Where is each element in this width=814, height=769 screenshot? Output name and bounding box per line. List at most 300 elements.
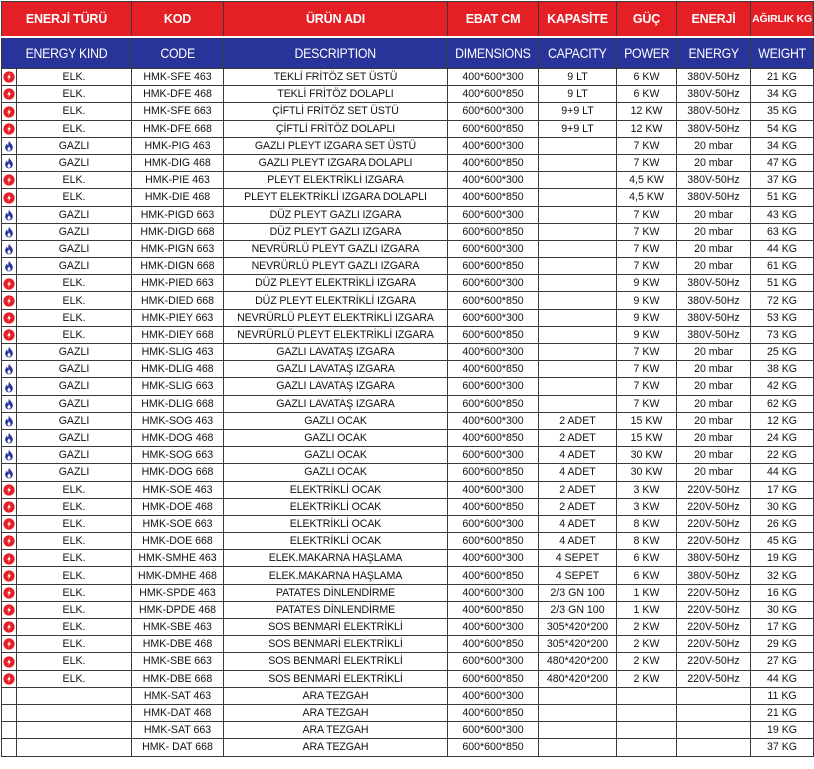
energy-icon-cell [2, 687, 17, 704]
dimensions-cell: 600*600*300 [448, 309, 539, 326]
table-row [2, 206, 814, 223]
description-cell: ARA TEZGAH [224, 722, 448, 739]
table-row [2, 86, 814, 103]
code-cell: HMK-PIEY 663 [132, 309, 224, 326]
energy-icon-cell [2, 361, 17, 378]
table-row [2, 154, 814, 171]
energy-supply-cell: 20 mbar [677, 206, 751, 223]
energy-supply-cell: 380V-50Hz [677, 326, 751, 343]
dimensions-cell: 600*600*850 [448, 326, 539, 343]
table-body [2, 69, 814, 757]
energy-icon-cell [2, 567, 17, 584]
dimensions-cell: 600*600*850 [448, 670, 539, 687]
weight-cell: 11 KG [751, 687, 814, 704]
energy-supply-cell [677, 739, 751, 756]
power-cell: 7 KW [617, 258, 677, 275]
header-energy-tr: ENERJİ [677, 2, 751, 38]
header-energy-kind-tr: ENERJİ TÜRÜ [2, 2, 132, 38]
power-cell: 12 KW [617, 120, 677, 137]
power-cell [617, 704, 677, 721]
power-cell: 2 KW [617, 670, 677, 687]
weight-cell: 54 KG [751, 120, 814, 137]
energy-supply-cell: 380V-50Hz [677, 86, 751, 103]
code-cell: HMK-DBE 668 [132, 670, 224, 687]
energy-icon-cell [2, 429, 17, 446]
dimensions-cell: 400*600*850 [448, 154, 539, 171]
table-row [2, 412, 814, 429]
power-cell [617, 722, 677, 739]
power-cell: 3 KW [617, 498, 677, 515]
energy-icon-cell [2, 309, 17, 326]
weight-cell: 30 KG [751, 498, 814, 515]
weight-cell: 42 KG [751, 378, 814, 395]
energy-kind-cell: ELK. [17, 120, 132, 137]
weight-cell: 16 KG [751, 584, 814, 601]
weight-cell: 51 KG [751, 275, 814, 292]
weight-cell: 38 KG [751, 361, 814, 378]
capacity-cell [539, 189, 617, 206]
energy-kind-cell: ELK. [17, 550, 132, 567]
dimensions-cell: 600*600*850 [448, 395, 539, 412]
table-row [2, 137, 814, 154]
gas-flame-icon [3, 226, 15, 238]
table-row [2, 653, 814, 670]
description-cell: GAZLI PLEYT IZGARA SET ÜSTÜ [224, 137, 448, 154]
capacity-cell: 305*420*200 [539, 619, 617, 636]
code-cell: HMK-SFE 663 [132, 103, 224, 120]
weight-cell: 35 KG [751, 103, 814, 120]
dimensions-cell: 400*600*850 [448, 498, 539, 515]
energy-supply-cell: 220V-50Hz [677, 636, 751, 653]
dimensions-cell: 400*600*300 [448, 137, 539, 154]
weight-cell: 19 KG [751, 550, 814, 567]
code-cell: HMK-PIED 663 [132, 275, 224, 292]
table-row [2, 567, 814, 584]
dimensions-cell: 600*600*850 [448, 120, 539, 137]
code-cell: HMK-DIEY 668 [132, 326, 224, 343]
capacity-cell: 2 ADET [539, 412, 617, 429]
table-row [2, 326, 814, 343]
code-cell: HMK-DIED 668 [132, 292, 224, 309]
description-cell: TEKLİ FRİTÖZ DOLAPLI [224, 86, 448, 103]
energy-icon-cell [2, 378, 17, 395]
power-cell [617, 687, 677, 704]
power-cell: 6 KW [617, 550, 677, 567]
electric-icon [3, 604, 15, 616]
energy-supply-cell [677, 687, 751, 704]
capacity-cell: 2/3 GN 100 [539, 584, 617, 601]
dimensions-cell: 600*600*300 [448, 378, 539, 395]
code-cell: HMK-DPDE 468 [132, 601, 224, 618]
table-row [2, 429, 814, 446]
power-cell: 7 KW [617, 361, 677, 378]
energy-icon-cell [2, 584, 17, 601]
header-code-en: CODE [132, 37, 224, 69]
capacity-cell [539, 172, 617, 189]
table-row [2, 515, 814, 532]
code-cell: HMK-SAT 463 [132, 687, 224, 704]
energy-kind-cell: GAZLI [17, 258, 132, 275]
weight-cell: 26 KG [751, 515, 814, 532]
header-weight-en: WEIGHT [751, 37, 814, 69]
gas-flame-icon [3, 381, 15, 393]
table-row [2, 378, 814, 395]
gas-flame-icon [3, 243, 15, 255]
gas-flame-icon [3, 432, 15, 444]
energy-supply-cell: 220V-50Hz [677, 670, 751, 687]
code-cell: HMK- DAT 668 [132, 739, 224, 756]
description-cell: NEVRÜRLÜ PLEYT ELEKTRİKLİ IZGARA [224, 326, 448, 343]
energy-icon-cell [2, 326, 17, 343]
energy-supply-cell [677, 722, 751, 739]
header-dimensions-tr: EBAT CM [448, 2, 539, 38]
power-cell: 30 KW [617, 447, 677, 464]
header-description-en: DESCRIPTION [224, 37, 448, 69]
table-row [2, 258, 814, 275]
energy-icon-cell [2, 120, 17, 137]
table-row [2, 120, 814, 137]
energy-supply-cell: 380V-50Hz [677, 292, 751, 309]
energy-kind-cell: ELK. [17, 172, 132, 189]
description-cell: GAZLI LAVATAŞ IZGARA [224, 361, 448, 378]
table-row [2, 309, 814, 326]
energy-supply-cell: 220V-50Hz [677, 619, 751, 636]
power-cell: 9 KW [617, 292, 677, 309]
energy-icon-cell [2, 653, 17, 670]
electric-icon [3, 484, 15, 496]
gas-flame-icon [3, 260, 15, 272]
electric-icon [3, 295, 15, 307]
capacity-cell [539, 223, 617, 240]
electric-icon [3, 278, 15, 290]
energy-supply-cell: 220V-50Hz [677, 653, 751, 670]
code-cell: HMK-SOG 663 [132, 447, 224, 464]
table-row [2, 498, 814, 515]
power-cell: 6 KW [617, 69, 677, 86]
table-row [2, 739, 814, 756]
gas-flame-icon [3, 157, 15, 169]
description-cell: PATATES DİNLENDİRME [224, 584, 448, 601]
energy-supply-cell: 20 mbar [677, 344, 751, 361]
description-cell: GAZLI LAVATAŞ IZGARA [224, 378, 448, 395]
capacity-cell: 2/3 GN 100 [539, 601, 617, 618]
dimensions-cell: 400*600*300 [448, 619, 539, 636]
gas-flame-icon [3, 449, 15, 461]
header-description-tr: ÜRÜN ADI [224, 2, 448, 38]
capacity-cell [539, 275, 617, 292]
weight-cell: 73 KG [751, 326, 814, 343]
energy-kind-cell: ELK. [17, 584, 132, 601]
table-row [2, 704, 814, 721]
code-cell: HMK-DIGN 668 [132, 258, 224, 275]
power-cell: 4,5 KW [617, 189, 677, 206]
energy-icon-cell [2, 739, 17, 756]
code-cell: HMK-SOE 663 [132, 515, 224, 532]
gas-flame-icon [3, 398, 15, 410]
code-cell: HMK-DLIG 468 [132, 361, 224, 378]
weight-cell: 34 KG [751, 137, 814, 154]
energy-kind-cell: ELK. [17, 619, 132, 636]
energy-kind-cell: ELK. [17, 69, 132, 86]
description-cell: SOS BENMARİ ELEKTRİKLİ [224, 619, 448, 636]
capacity-cell: 305*420*200 [539, 636, 617, 653]
header-weight-tr: AĞIRLIK KG [751, 2, 814, 38]
description-cell: PLEYT ELEKTRİKLİ IZGARA DOLAPLI [224, 189, 448, 206]
description-cell: ELEK.MAKARNA HAŞLAMA [224, 550, 448, 567]
header-capacity-tr: KAPASİTE [539, 2, 617, 38]
power-cell: 6 KW [617, 86, 677, 103]
capacity-cell: 9+9 LT [539, 103, 617, 120]
dimensions-cell: 400*600*300 [448, 550, 539, 567]
header-dimensions-en: DIMENSIONS [448, 37, 539, 69]
code-cell: HMK-SFE 463 [132, 69, 224, 86]
description-cell: NEVRÜRLÜ PLEYT GAZLI IZGARA [224, 258, 448, 275]
energy-supply-cell: 220V-50Hz [677, 515, 751, 532]
table-row [2, 636, 814, 653]
capacity-cell [539, 137, 617, 154]
energy-supply-cell: 380V-50Hz [677, 550, 751, 567]
energy-supply-cell: 220V-50Hz [677, 498, 751, 515]
electric-icon [3, 638, 15, 650]
energy-icon-cell [2, 550, 17, 567]
description-cell: DÜZ PLEYT GAZLI IZGARA [224, 206, 448, 223]
energy-kind-cell: GAZLI [17, 429, 132, 446]
weight-cell: 12 KG [751, 412, 814, 429]
code-cell: HMK-DIG 468 [132, 154, 224, 171]
description-cell: ELEKTRİKLİ OCAK [224, 533, 448, 550]
electric-icon [3, 673, 15, 685]
dimensions-cell: 600*600*300 [448, 206, 539, 223]
energy-kind-cell: ELK. [17, 636, 132, 653]
table-row [2, 172, 814, 189]
electric-icon [3, 535, 15, 547]
energy-kind-cell: GAZLI [17, 464, 132, 481]
dimensions-cell: 400*600*850 [448, 567, 539, 584]
dimensions-cell: 600*600*300 [448, 240, 539, 257]
capacity-cell: 9 LT [539, 69, 617, 86]
description-cell: ELEKTRİKLİ OCAK [224, 515, 448, 532]
dimensions-cell: 400*600*850 [448, 361, 539, 378]
header-code-tr: KOD [132, 2, 224, 38]
description-cell: DÜZ PLEYT ELEKTRİKLİ IZGARA [224, 292, 448, 309]
electric-icon [3, 553, 15, 565]
code-cell: HMK-SLIG 663 [132, 378, 224, 395]
power-cell: 1 KW [617, 601, 677, 618]
energy-supply-cell: 380V-50Hz [677, 189, 751, 206]
weight-cell: 21 KG [751, 704, 814, 721]
capacity-cell [539, 258, 617, 275]
electric-icon [3, 106, 15, 118]
weight-cell: 22 KG [751, 447, 814, 464]
power-cell: 3 KW [617, 481, 677, 498]
energy-icon-cell [2, 481, 17, 498]
power-cell: 7 KW [617, 223, 677, 240]
power-cell [617, 739, 677, 756]
energy-supply-cell: 220V-50Hz [677, 601, 751, 618]
electric-icon [3, 518, 15, 530]
table-row [2, 601, 814, 618]
capacity-cell [539, 309, 617, 326]
energy-icon-cell [2, 154, 17, 171]
energy-icon-cell [2, 223, 17, 240]
energy-icon-cell [2, 258, 17, 275]
weight-cell: 19 KG [751, 722, 814, 739]
dimensions-cell: 400*600*850 [448, 601, 539, 618]
weight-cell: 44 KG [751, 670, 814, 687]
weight-cell: 44 KG [751, 464, 814, 481]
energy-supply-cell: 20 mbar [677, 361, 751, 378]
energy-kind-cell: ELK. [17, 189, 132, 206]
energy-icon-cell [2, 515, 17, 532]
table-row [2, 619, 814, 636]
energy-kind-cell: ELK. [17, 292, 132, 309]
code-cell: HMK-SOE 463 [132, 481, 224, 498]
table-row [2, 275, 814, 292]
energy-supply-cell: 380V-50Hz [677, 567, 751, 584]
dimensions-cell: 400*600*300 [448, 687, 539, 704]
header-energy-en: ENERGY [677, 37, 751, 69]
description-cell: GAZLI OCAK [224, 412, 448, 429]
code-cell: HMK-SBE 663 [132, 653, 224, 670]
weight-cell: 27 KG [751, 653, 814, 670]
weight-cell: 61 KG [751, 258, 814, 275]
power-cell: 1 KW [617, 584, 677, 601]
energy-icon-cell [2, 447, 17, 464]
header-energy-kind-en: ENERGY KIND [2, 37, 132, 69]
gas-flame-icon [3, 209, 15, 221]
energy-supply-cell: 20 mbar [677, 258, 751, 275]
description-cell: GAZLI LAVATAŞ IZGARA [224, 395, 448, 412]
electric-icon [3, 192, 15, 204]
energy-icon-cell [2, 395, 17, 412]
capacity-cell [539, 361, 617, 378]
energy-supply-cell: 220V-50Hz [677, 481, 751, 498]
energy-icon-cell [2, 86, 17, 103]
capacity-cell: 4 ADET [539, 464, 617, 481]
gas-flame-icon [3, 363, 15, 375]
table-row [2, 223, 814, 240]
capacity-cell [539, 344, 617, 361]
power-cell: 7 KW [617, 378, 677, 395]
power-cell: 2 KW [617, 636, 677, 653]
energy-icon-cell [2, 464, 17, 481]
header-row-turkish [2, 2, 814, 38]
energy-icon-cell [2, 292, 17, 309]
power-cell: 30 KW [617, 464, 677, 481]
table-row [2, 344, 814, 361]
energy-icon-cell [2, 206, 17, 223]
energy-icon-cell [2, 636, 17, 653]
power-cell: 9 KW [617, 275, 677, 292]
description-cell: SOS BENMARİ ELEKTRİKLİ [224, 636, 448, 653]
electric-icon [3, 570, 15, 582]
code-cell: HMK-DBE 468 [132, 636, 224, 653]
electric-icon [3, 587, 15, 599]
energy-icon-cell [2, 533, 17, 550]
table-row [2, 69, 814, 86]
table-row [2, 722, 814, 739]
code-cell: HMK-DLIG 668 [132, 395, 224, 412]
electric-icon [3, 174, 15, 186]
dimensions-cell: 400*600*300 [448, 412, 539, 429]
energy-icon-cell [2, 498, 17, 515]
description-cell: DÜZ PLEYT ELEKTRİKLİ IZGARA [224, 275, 448, 292]
header-power-tr: GÜÇ [617, 2, 677, 38]
header-capacity-en: CAPACITY [539, 37, 617, 69]
code-cell: HMK-SMHE 463 [132, 550, 224, 567]
dimensions-cell: 400*600*300 [448, 584, 539, 601]
weight-cell: 72 KG [751, 292, 814, 309]
energy-kind-cell: ELK. [17, 481, 132, 498]
power-cell: 6 KW [617, 567, 677, 584]
dimensions-cell: 600*600*300 [448, 722, 539, 739]
energy-kind-cell: GAZLI [17, 154, 132, 171]
energy-icon-cell [2, 344, 17, 361]
power-cell: 2 KW [617, 653, 677, 670]
description-cell: ARA TEZGAH [224, 704, 448, 721]
energy-supply-cell: 380V-50Hz [677, 120, 751, 137]
energy-kind-cell: GAZLI [17, 137, 132, 154]
energy-kind-cell: ELK. [17, 326, 132, 343]
code-cell: HMK-PIGD 663 [132, 206, 224, 223]
code-cell: HMK-DIGD 668 [132, 223, 224, 240]
power-cell: 4,5 KW [617, 172, 677, 189]
energy-supply-cell: 380V-50Hz [677, 69, 751, 86]
energy-kind-cell: GAZLI [17, 447, 132, 464]
weight-cell: 51 KG [751, 189, 814, 206]
dimensions-cell: 400*600*300 [448, 481, 539, 498]
energy-supply-cell: 20 mbar [677, 395, 751, 412]
energy-kind-cell: GAZLI [17, 240, 132, 257]
dimensions-cell: 600*600*300 [448, 653, 539, 670]
table-row [2, 533, 814, 550]
energy-icon-cell [2, 69, 17, 86]
capacity-cell [539, 378, 617, 395]
energy-icon-cell [2, 275, 17, 292]
dimensions-cell: 600*600*850 [448, 533, 539, 550]
dimensions-cell: 400*600*850 [448, 636, 539, 653]
energy-icon-cell [2, 412, 17, 429]
energy-icon-cell [2, 137, 17, 154]
gas-flame-icon [3, 140, 15, 152]
code-cell: HMK-DOG 468 [132, 429, 224, 446]
power-cell: 7 KW [617, 344, 677, 361]
dimensions-cell: 400*600*850 [448, 189, 539, 206]
energy-kind-cell: ELK. [17, 533, 132, 550]
capacity-cell [539, 722, 617, 739]
code-cell: HMK-DMHE 468 [132, 567, 224, 584]
table-row [2, 395, 814, 412]
dimensions-cell: 600*600*850 [448, 739, 539, 756]
capacity-cell [539, 206, 617, 223]
weight-cell: 17 KG [751, 619, 814, 636]
energy-kind-cell: ELK. [17, 275, 132, 292]
dimensions-cell: 400*600*300 [448, 69, 539, 86]
energy-supply-cell: 20 mbar [677, 429, 751, 446]
gas-flame-icon [3, 346, 15, 358]
energy-supply-cell: 20 mbar [677, 378, 751, 395]
power-cell: 15 KW [617, 429, 677, 446]
capacity-cell: 2 ADET [539, 498, 617, 515]
table-row [2, 550, 814, 567]
capacity-cell: 9 LT [539, 86, 617, 103]
capacity-cell: 2 ADET [539, 429, 617, 446]
dimensions-cell: 600*600*300 [448, 103, 539, 120]
energy-kind-cell: ELK. [17, 567, 132, 584]
dimensions-cell: 600*600*300 [448, 275, 539, 292]
energy-kind-cell: GAZLI [17, 223, 132, 240]
description-cell: GAZLI OCAK [224, 429, 448, 446]
